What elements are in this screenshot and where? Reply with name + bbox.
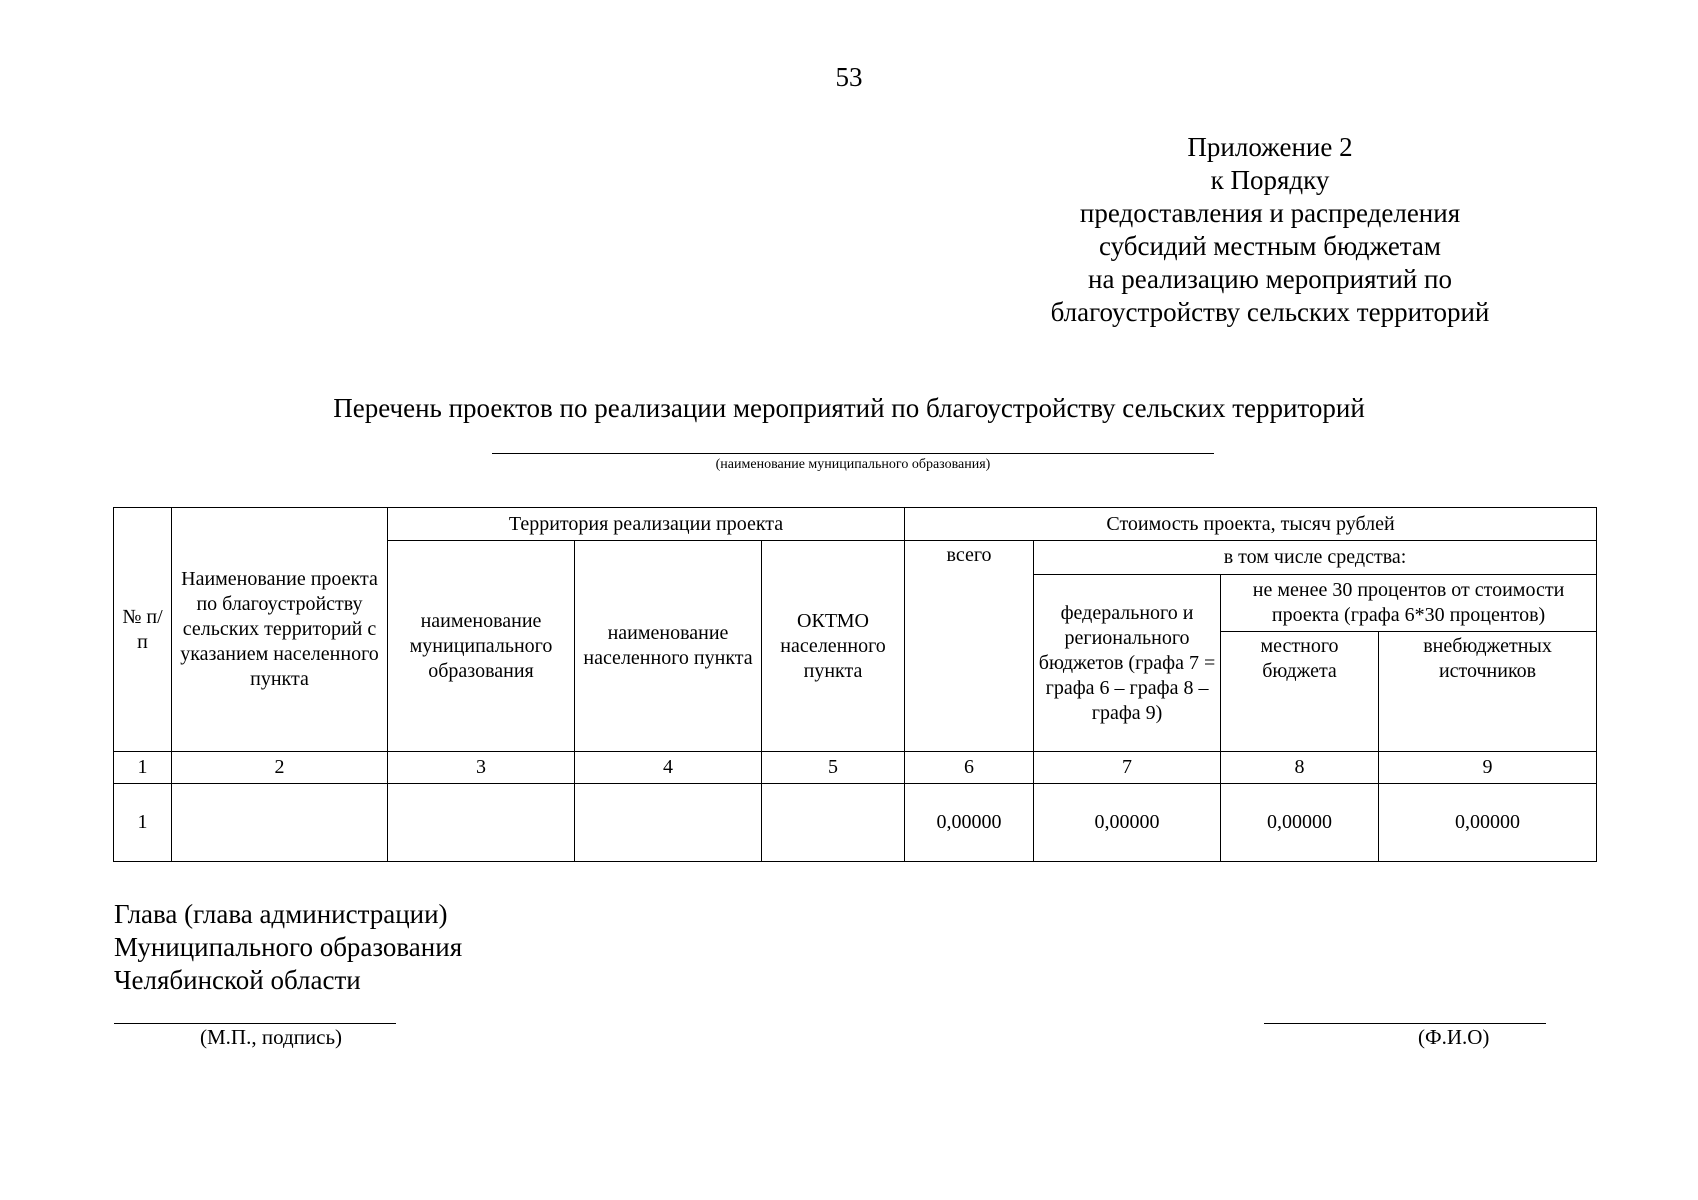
header-num: № п/п	[114, 508, 172, 752]
column-number: 7	[1034, 752, 1221, 784]
appendix-block	[1030, 131, 1510, 329]
column-number: 9	[1379, 752, 1597, 784]
header-territory: Территория реализации проекта	[388, 508, 905, 541]
header-including: в том числе средства:	[1034, 541, 1597, 575]
column-number: 1	[114, 752, 172, 784]
header-municipality-name: наименование муниципального образования	[388, 541, 575, 752]
column-numbers-row	[114, 752, 1597, 784]
municipality-underline[interactable]	[492, 453, 1214, 454]
municipality-caption: (наименование муниципального образования)	[715, 457, 991, 472]
header-settlement-name: наименование населенного пункта	[575, 541, 762, 752]
cell-federal-regional: 0,00000	[1034, 784, 1221, 862]
signature-underline[interactable]	[114, 1023, 396, 1024]
header-total: всего	[905, 541, 1034, 752]
header-local-budget: местного бюджета	[1221, 632, 1379, 752]
appendix-line: на реализацию мероприятий по	[1088, 264, 1452, 294]
document-title: Перечень проектов по реализации мероприятий по благоустройству сельских территорий	[333, 393, 1365, 423]
column-number: 2	[172, 752, 388, 784]
appendix-line: к Порядку	[1210, 165, 1330, 195]
cell-local-budget: 0,00000	[1221, 784, 1379, 862]
table-row	[114, 784, 1597, 862]
cell-settlement-name[interactable]	[575, 784, 762, 862]
appendix-line: Приложение 2	[1187, 132, 1353, 162]
name-underline[interactable]	[1264, 1023, 1546, 1024]
column-number: 6	[905, 752, 1034, 784]
cell-num: 1	[114, 784, 172, 862]
cell-project-name[interactable]	[172, 784, 388, 862]
appendix-line: благоустройству сельских территорий	[1050, 297, 1490, 327]
appendix-line: субсидий местным бюджетам	[1098, 231, 1442, 261]
header-federal-regional: федерального и регионального бюджетов (графа 7 = графа 6 – графа 8 – графа 9)	[1034, 575, 1221, 752]
projects-table	[113, 507, 1597, 862]
signature-line: Муниципального образования	[114, 932, 463, 962]
signature-caption: (М.П., подпись)	[200, 1025, 343, 1049]
cell-extrabudgetary: 0,00000	[1379, 784, 1597, 862]
column-number: 4	[575, 752, 762, 784]
header-project-name: Наименование проекта по благоустройству сельских территорий с указанием населенного пункта	[172, 508, 388, 752]
cell-municipality-name[interactable]	[388, 784, 575, 862]
column-number: 8	[1221, 752, 1379, 784]
cell-oktmo[interactable]	[762, 784, 905, 862]
page-number: 53	[835, 62, 863, 92]
signature-line: Челябинской области	[114, 965, 361, 995]
signature-line: Глава (глава администрации)	[114, 899, 448, 929]
header-extrabudgetary: внебюджетных источников	[1379, 632, 1597, 752]
header-oktmo: ОКТМО населенного пункта	[762, 541, 905, 752]
column-number: 3	[388, 752, 575, 784]
cell-total: 0,00000	[905, 784, 1034, 862]
signature-block	[114, 898, 462, 997]
appendix-line: предоставления и распределения	[1079, 198, 1461, 228]
header-cost: Стоимость проекта, тысяч рублей	[905, 508, 1597, 541]
column-number: 5	[762, 752, 905, 784]
header-not-less-30: не менее 30 процентов от стоимости проекта (графа 6*30 процентов)	[1221, 575, 1597, 632]
name-caption: (Ф.И.О)	[1418, 1025, 1490, 1049]
